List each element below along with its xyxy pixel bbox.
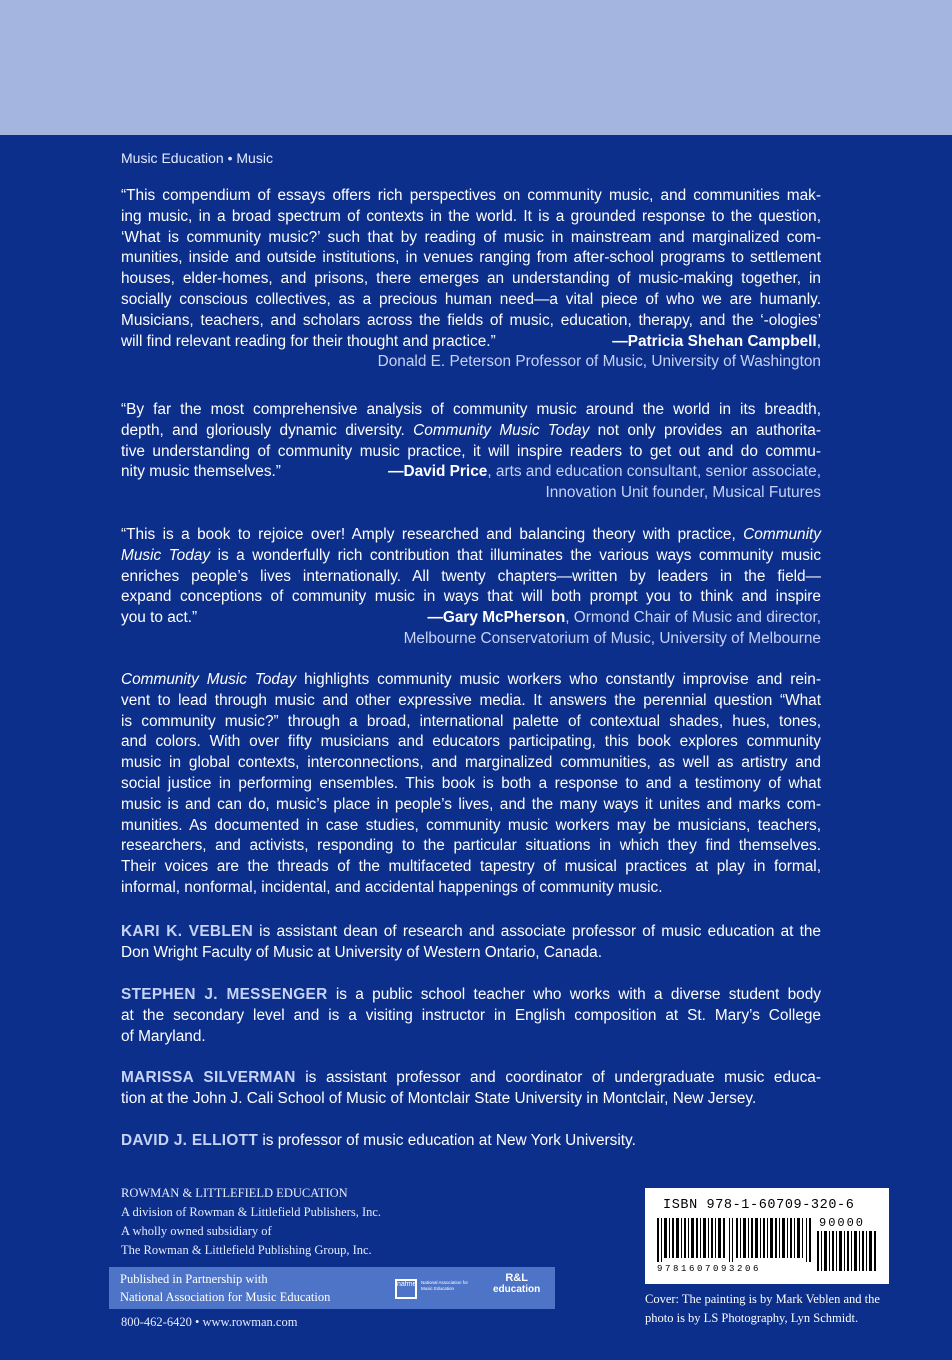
endorsement-price — [121, 400, 821, 504]
quote-line: enriches people’s lives internationally. All twenty chapters—written by leaders in the field— — [121, 567, 821, 585]
description-line: researchers, and activists, responding to the particular situations in which they find themselves. — [121, 837, 821, 855]
isbn-barcode — [645, 1188, 889, 1284]
quote-line: houses, elder-homes, and prisons, there emerges an understanding of music-making together, in — [121, 270, 821, 288]
publisher-info — [121, 1184, 381, 1260]
rl-education-logo: R&L education — [493, 1272, 541, 1295]
book-description — [121, 670, 821, 899]
endorser-title: Donald E. Peterson Professor of Music, University of Washington — [377, 353, 821, 371]
author-name: DAVID J. ELLIOTT — [121, 1132, 259, 1149]
author-bio-veblen — [121, 922, 821, 964]
partner-line: National Association for Music Education — [120, 1290, 331, 1304]
description-line: Their voices are the threads of the multifaceted tapestry of musical practices at play in formal, — [121, 858, 821, 876]
endorser-title: , — [816, 332, 821, 350]
endorser-name: —Patricia Shehan Campbell — [612, 332, 817, 350]
description-line: social justice in performing ensembles. This book is both a response to and a testimony of what — [121, 774, 821, 792]
price-barcode-bars — [817, 1231, 877, 1271]
top-color-band — [0, 0, 952, 135]
isbn-text: ISBN 978-1-60709-320-6 — [663, 1198, 855, 1213]
barcode-bars — [657, 1218, 812, 1262]
description-line: Community Music Today highlights community music workers who constantly improvise and rein- — [121, 671, 821, 688]
quote-line: tive understanding of community music practice, it will inspire readers to get out and do commu- — [121, 442, 821, 460]
nafme-logo: nafme — [395, 1279, 417, 1299]
quote-line: expand conceptions of community music in ways that will both prompt you to think and inspire — [121, 588, 821, 606]
endorser-title: , arts and education consultant, senior associate, — [487, 463, 821, 481]
author-bio-line: is a public school teacher who works with a diverse student body — [327, 986, 821, 1003]
endorser-title: Innovation Unit founder, Musical Futures — [545, 484, 821, 502]
cover-credit-line: Cover: The painting is by Mark Veblen and the — [645, 1292, 880, 1306]
endorser-name: —Gary McPherson — [427, 609, 566, 627]
quote-line: “This is a book to rejoice over! Amply researched and balancing theory with practice, Community — [121, 526, 821, 543]
quote-line: ing music, in a broad spectrum of contexts in the world. It is a grounded response to the question, — [121, 207, 821, 225]
publisher-contact: 800-462-6420 • www.rowman.com — [121, 1315, 298, 1329]
quote-last-line: you to act.” — [121, 609, 198, 627]
price-code: 90000 — [819, 1216, 866, 1230]
author-bio-elliott — [121, 1131, 821, 1152]
author-bio-line: at the secondary level and is a visiting instructor in English composition at St. Mary’s College — [121, 1006, 821, 1024]
barcode-digits: 9781607093206 — [657, 1264, 762, 1274]
partnership-bar — [109, 1267, 555, 1309]
description-line: and colors. With over fifty musicians and educators participating, this book explores community — [121, 733, 821, 751]
quote-line: ‘What is community music?’ such that by reading of music in mainstream and marginalized com- — [121, 228, 821, 246]
quote-line: “This compendium of essays offers rich perspectives on community music, and communities mak- — [121, 187, 821, 204]
endorser-name: —David Price — [388, 463, 488, 481]
author-bio-line: is assistant professor and coordinator of undergraduate music educa- — [295, 1069, 821, 1086]
cover-credit-line: photo is by LS Photography, Lyn Schmidt. — [645, 1311, 859, 1325]
author-bio-line: tion at the John J. Cali School of Music of Montclair State University in Montclair, New Jersey. — [121, 1089, 757, 1107]
author-bio-line: of Maryland. — [121, 1027, 206, 1045]
quote-line: socially conscious collectives, as a precious human need—a vital piece of who we are humanly. — [121, 290, 821, 308]
publisher-line: A division of Rowman & Littlefield Publishers, Inc. — [121, 1205, 382, 1219]
publisher-line: The Rowman & Littlefield Publishing Group, Inc. — [121, 1243, 372, 1257]
author-bio-line: is assistant dean of research and associate professor of music education at the — [253, 923, 821, 940]
endorser-title: Melbourne Conservatorium of Music, University of Melbourne — [403, 629, 821, 647]
author-bio-messenger — [121, 985, 821, 1047]
description-line: is community music?” through a broad, international palette of contextual shades, hues, tones, — [121, 712, 821, 730]
author-name: KARI K. VEBLEN — [121, 923, 253, 940]
category-label: Music Education • Music — [121, 150, 273, 166]
quote-line: munities, inside and outside institutions, in venues ranging from after-school programs to settlement — [121, 249, 821, 267]
endorser-title: , Ormond Chair of Music and director, — [565, 609, 821, 627]
quote-line: Music Today is a wonderfully rich contribution that illuminates the various ways community music — [121, 546, 822, 564]
quote-line: depth, and gloriously dynamic diversity. Community Music Today not only provides an authorita- — [121, 421, 821, 439]
description-line: music in global contexts, interconnections, and marginalized communities, as well as artistry and — [121, 754, 821, 772]
publisher-name: ROWMAN & LITTLEFIELD EDUCATION — [121, 1186, 348, 1200]
description-line: music is and can do, music’s place in people’s lives, and the many ways it unites and marks com- — [121, 795, 821, 813]
author-name: STEPHEN J. MESSENGER — [121, 986, 328, 1003]
description-line: vent to lead through music and other expressive media. It answers the perennial question “What — [121, 691, 821, 709]
partner-line: Published in Partnership with — [120, 1272, 268, 1286]
author-bio-line: is professor of music education at New York University. — [258, 1132, 636, 1149]
quote-line: Musicians, teachers, and scholars across the fields of music, education, therapy, and the ‘-ologies’ — [121, 311, 821, 329]
description-line: munities. As documented in case studies, community music workers may be musicians, teachers, — [121, 816, 821, 834]
author-bio-line: Don Wright Faculty of Music at University of Western Ontario, Canada. — [121, 943, 603, 961]
cover-credit — [645, 1290, 895, 1328]
endorsement-mcpherson — [121, 525, 821, 650]
quote-last-line: will find relevant reading for their thought and practice.” — [121, 332, 496, 350]
nafme-logo-caption: National Association for Music Education — [421, 1280, 469, 1291]
publisher-line: A wholly owned subsidiary of — [121, 1224, 272, 1238]
endorsement-campbell — [121, 186, 821, 373]
author-name: MARISSA SILVERMAN — [121, 1069, 296, 1086]
quote-line: “By far the most comprehensive analysis of community music around the world in its breadth, — [121, 401, 821, 418]
description-last-line: informal, nonformal, incidental, and accidental happenings of community music. — [121, 878, 663, 896]
author-bio-silverman — [121, 1068, 821, 1110]
quote-last-line: nity music themselves.” — [121, 463, 281, 481]
